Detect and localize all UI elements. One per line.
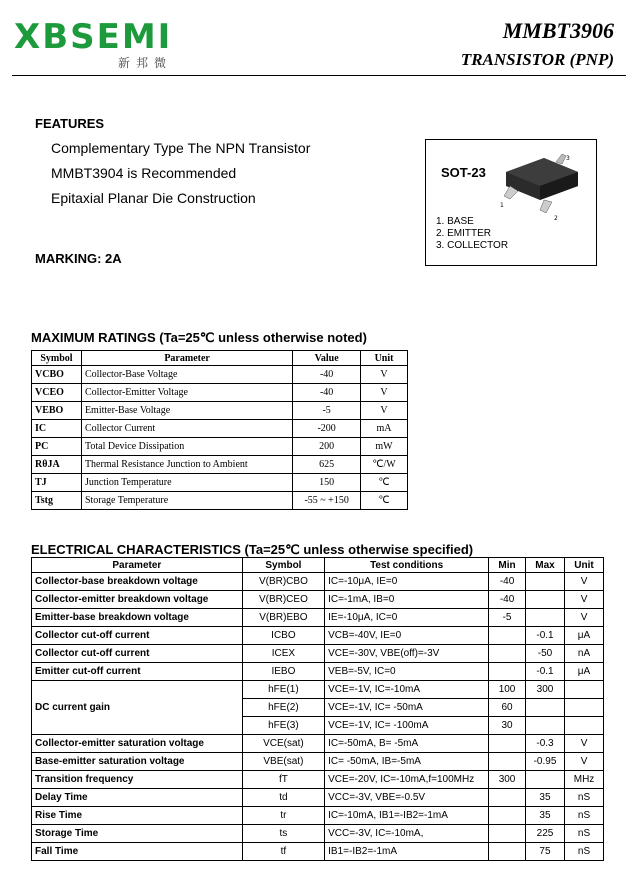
cell-symbol: ICBO: [242, 627, 324, 645]
cell-symbol: PC: [32, 438, 82, 456]
cell-max: [525, 591, 564, 609]
cell-max: [525, 573, 564, 591]
cell-symbol: IC: [32, 420, 82, 438]
cell-unit: [565, 717, 604, 735]
cell-condition: IC=-10mA, IB1=-IB2=-1mA: [325, 807, 489, 825]
table-row: [32, 807, 604, 825]
cell-condition: VCE=-1V, IC=-10mA: [325, 681, 489, 699]
col-header: Symbol: [242, 558, 324, 573]
cell-parameter: Collector-Emitter Voltage: [81, 384, 292, 402]
cell-value: -5: [293, 402, 361, 420]
cell-condition: VCE=-20V, IC=-10mA,f=100MHz: [325, 771, 489, 789]
cell-parameter: Transition frequency: [32, 771, 243, 789]
cell-symbol: ICEX: [242, 645, 324, 663]
cell-unit: nS: [565, 807, 604, 825]
col-header: Parameter: [81, 351, 292, 366]
cell-symbol: V(BR)CEO: [242, 591, 324, 609]
cell-unit: V: [565, 591, 604, 609]
cell-parameter: DC current gain: [32, 681, 243, 735]
col-header: Test conditions: [325, 558, 489, 573]
cell-parameter: Collector-base breakdown voltage: [32, 573, 243, 591]
col-header: Max: [525, 558, 564, 573]
table-row: [32, 789, 604, 807]
features-title: FEATURES: [35, 116, 105, 131]
cell-unit: nS: [565, 825, 604, 843]
cell-symbol: V(BR)CBO: [242, 573, 324, 591]
cell-symbol: TJ: [32, 474, 82, 492]
cell-max: -0.95: [525, 753, 564, 771]
cell-value: 200: [293, 438, 361, 456]
company-logo: XBSEMI: [14, 17, 173, 57]
feature-item: Complementary Type The NPN Transistor: [51, 140, 311, 156]
pin-label: 2. EMITTER: [436, 228, 492, 239]
cell-unit: nA: [565, 645, 604, 663]
cell-value: -40: [293, 366, 361, 384]
table-header-row: [32, 558, 604, 573]
electrical-table: [31, 557, 604, 861]
table-row: [32, 735, 604, 753]
table-row: [32, 681, 604, 699]
cell-parameter: Collector-Base Voltage: [81, 366, 292, 384]
table-row: [32, 402, 408, 420]
cell-max: -0.3: [525, 735, 564, 753]
col-header: Value: [293, 351, 361, 366]
cell-value: -200: [293, 420, 361, 438]
cell-condition: VCE=-1V, IC= -100mA: [325, 717, 489, 735]
cell-unit: ℃: [361, 474, 408, 492]
company-logo-chinese: 新邦微: [118, 56, 173, 70]
cell-symbol: V(BR)EBO: [242, 609, 324, 627]
table-row: [32, 609, 604, 627]
cell-min: [489, 825, 526, 843]
cell-parameter: Emitter-Base Voltage: [81, 402, 292, 420]
cell-unit: MHz: [565, 771, 604, 789]
cell-parameter: Storage Temperature: [81, 492, 292, 510]
cell-max: [525, 609, 564, 627]
col-header: Symbol: [32, 351, 82, 366]
cell-condition: VCC=-3V, VBE=-0.5V: [325, 789, 489, 807]
package-box: [425, 139, 597, 266]
cell-symbol: hFE(2): [242, 699, 324, 717]
feature-item: Epitaxial Planar Die Construction: [51, 190, 256, 206]
cell-parameter: Collector-emitter breakdown voltage: [32, 591, 243, 609]
cell-min: 300: [489, 771, 526, 789]
cell-symbol: VEBO: [32, 402, 82, 420]
table-header-row: [32, 351, 408, 366]
cell-max: 225: [525, 825, 564, 843]
cell-condition: VCE=-1V, IC= -50mA: [325, 699, 489, 717]
cell-max: [525, 717, 564, 735]
cell-max: -0.1: [525, 663, 564, 681]
cell-max: -0.1: [525, 627, 564, 645]
cell-value: 150: [293, 474, 361, 492]
cell-symbol: fT: [242, 771, 324, 789]
cell-min: [489, 627, 526, 645]
cell-condition: IB1=-IB2=-1mA: [325, 843, 489, 861]
cell-symbol: VCE(sat): [242, 735, 324, 753]
cell-unit: ℃/W: [361, 456, 408, 474]
cell-min: 60: [489, 699, 526, 717]
table-row: [32, 384, 408, 402]
cell-max: 75: [525, 843, 564, 861]
pin-number-2: 2: [554, 215, 558, 222]
cell-max: 300: [525, 681, 564, 699]
cell-symbol: VCBO: [32, 366, 82, 384]
cell-parameter: Base-emitter saturation voltage: [32, 753, 243, 771]
pin-label: 3. COLLECTOR: [436, 240, 509, 251]
cell-parameter: Storage Time: [32, 825, 243, 843]
cell-parameter: Fall Time: [32, 843, 243, 861]
header-divider: [12, 75, 626, 76]
cell-min: [489, 663, 526, 681]
cell-max: 35: [525, 789, 564, 807]
pin-number-1: 1: [500, 202, 504, 209]
pin-number-3: 3: [566, 155, 570, 162]
cell-max: [525, 699, 564, 717]
cell-symbol: tf: [242, 843, 324, 861]
cell-value: 625: [293, 456, 361, 474]
cell-max: [525, 771, 564, 789]
cell-min: [489, 807, 526, 825]
cell-unit: [565, 681, 604, 699]
cell-parameter: Thermal Resistance Junction to Ambient: [81, 456, 292, 474]
cell-symbol: hFE(1): [242, 681, 324, 699]
cell-min: 100: [489, 681, 526, 699]
table-row: [32, 456, 408, 474]
cell-parameter: Collector-emitter saturation voltage: [32, 735, 243, 753]
cell-max: -50: [525, 645, 564, 663]
sot23-package-icon: [496, 150, 586, 225]
col-header: Parameter: [32, 558, 243, 573]
cell-symbol: tr: [242, 807, 324, 825]
cell-min: -40: [489, 573, 526, 591]
cell-condition: VCC=-3V, IC=-10mA,: [325, 825, 489, 843]
col-header: Min: [489, 558, 526, 573]
cell-symbol: RθJA: [32, 456, 82, 474]
cell-unit: V: [361, 384, 408, 402]
cell-min: [489, 645, 526, 663]
cell-min: [489, 843, 526, 861]
table-row: [32, 843, 604, 861]
cell-unit: μA: [565, 663, 604, 681]
table-row: [32, 645, 604, 663]
table-row: [32, 753, 604, 771]
electrical-title: ELECTRICAL CHARACTERISTICS (Ta=25℃ unless otherwise specified): [31, 542, 474, 557]
cell-min: [489, 753, 526, 771]
cell-condition: IC=-1mA, IB=0: [325, 591, 489, 609]
feature-item: MMBT3904 is Recommended: [51, 165, 237, 181]
cell-parameter: Emitter cut-off current: [32, 663, 243, 681]
table-row: [32, 627, 604, 645]
cell-min: -40: [489, 591, 526, 609]
table-row: [32, 492, 408, 510]
cell-unit: μA: [565, 627, 604, 645]
cell-parameter: Rise Time: [32, 807, 243, 825]
cell-unit: V: [361, 402, 408, 420]
cell-unit: V: [565, 609, 604, 627]
cell-parameter: Delay Time: [32, 789, 243, 807]
cell-condition: IE=-10μA, IC=0: [325, 609, 489, 627]
package-name: SOT-23: [441, 165, 486, 180]
cell-parameter: Collector cut-off current: [32, 627, 243, 645]
cell-condition: IC=-50mA, B= -5mA: [325, 735, 489, 753]
cell-condition: IC= -50mA, IB=-5mA: [325, 753, 489, 771]
table-row: [32, 366, 408, 384]
cell-condition: VCE=-30V, VBE(off)=-3V: [325, 645, 489, 663]
max-ratings-title: MAXIMUM RATINGS (Ta=25℃ unless otherwise noted): [31, 330, 367, 345]
cell-symbol: VCEO: [32, 384, 82, 402]
table-row: [32, 474, 408, 492]
transistor-type: TRANSISTOR (PNP): [460, 50, 614, 69]
cell-value: -40: [293, 384, 361, 402]
cell-min: [489, 789, 526, 807]
cell-min: -5: [489, 609, 526, 627]
table-row: [32, 825, 604, 843]
cell-parameter: Collector cut-off current: [32, 645, 243, 663]
cell-value: -55 ~ +150: [293, 492, 361, 510]
cell-parameter: Total Device Dissipation: [81, 438, 292, 456]
cell-unit: mW: [361, 438, 408, 456]
marking-label: MARKING: 2A: [35, 251, 122, 266]
cell-parameter: Collector Current: [81, 420, 292, 438]
cell-symbol: hFE(3): [242, 717, 324, 735]
cell-condition: VCB=-40V, IE=0: [325, 627, 489, 645]
cell-parameter: Emitter-base breakdown voltage: [32, 609, 243, 627]
cell-min: 30: [489, 717, 526, 735]
cell-condition: IC=-10μA, IE=0: [325, 573, 489, 591]
table-row: [32, 591, 604, 609]
cell-unit: V: [565, 573, 604, 591]
cell-parameter: Junction Temperature: [81, 474, 292, 492]
cell-unit: nS: [565, 789, 604, 807]
cell-unit: mA: [361, 420, 408, 438]
cell-unit: V: [361, 366, 408, 384]
cell-min: [489, 735, 526, 753]
table-row: [32, 771, 604, 789]
table-row: [32, 663, 604, 681]
cell-symbol: IEBO: [242, 663, 324, 681]
cell-symbol: td: [242, 789, 324, 807]
table-row: [32, 420, 408, 438]
cell-condition: VEB=-5V, IC=0: [325, 663, 489, 681]
cell-unit: V: [565, 753, 604, 771]
col-header: Unit: [565, 558, 604, 573]
cell-unit: [565, 699, 604, 717]
col-header: Unit: [361, 351, 408, 366]
cell-symbol: Tstg: [32, 492, 82, 510]
cell-symbol: ts: [242, 825, 324, 843]
cell-unit: nS: [565, 843, 604, 861]
cell-symbol: VBE(sat): [242, 753, 324, 771]
part-number: MMBT3906: [502, 18, 614, 43]
table-row: [32, 438, 408, 456]
cell-unit: V: [565, 735, 604, 753]
max-ratings-table: [31, 350, 408, 510]
cell-max: 35: [525, 807, 564, 825]
cell-unit: ℃: [361, 492, 408, 510]
pin-label: 1. BASE: [436, 216, 474, 227]
table-row: [32, 573, 604, 591]
